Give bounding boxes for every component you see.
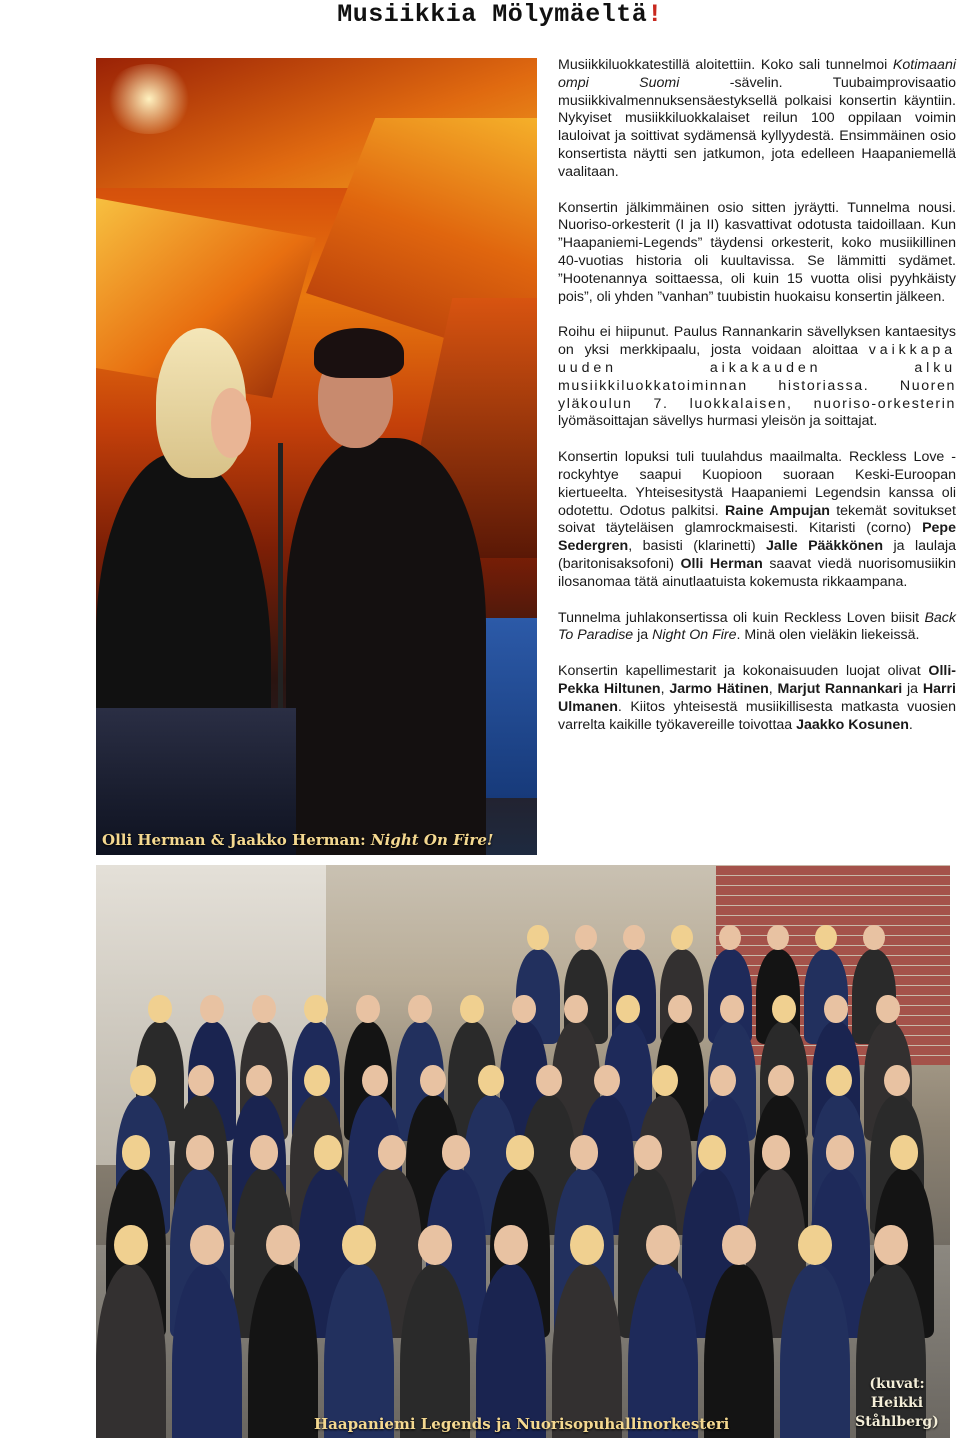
concert-photo-caption xyxy=(102,831,493,849)
group-member-head xyxy=(304,995,327,1023)
text-run-spaced: musiikkiluokkatoiminnan historiassa. Nuoren yläkoulun 7. luokkalaisen, nuoriso-orkesterin xyxy=(558,377,956,412)
text-run: Musiikkiluokkatestillä aloitettiin. Koko sali tunnelmoi xyxy=(558,57,893,73)
group-member-head xyxy=(798,1225,832,1265)
text-run: . Minä olen vieläkin liekeissä. xyxy=(736,627,920,644)
paragraph xyxy=(558,324,956,431)
group-member-head xyxy=(252,995,275,1023)
group-member-head xyxy=(826,1135,855,1170)
person-name: Jarmo Hätinen xyxy=(669,680,769,697)
group-member-head xyxy=(250,1135,279,1170)
group-member-head xyxy=(148,995,171,1023)
singer-right xyxy=(286,438,486,855)
paragraph xyxy=(558,663,956,734)
person-name: Raine Ampujan xyxy=(724,502,830,519)
text-run: ja xyxy=(633,627,653,644)
group-member-head xyxy=(884,1065,910,1096)
text-run: ja xyxy=(902,680,923,697)
singer-right-hair xyxy=(314,328,404,378)
group-member-head xyxy=(266,1225,300,1265)
text-run-spaced: vaikkapa uuden aikakauden alku xyxy=(558,342,956,376)
group-member-head xyxy=(506,1135,535,1170)
group-member-head xyxy=(378,1135,407,1170)
group-member-head xyxy=(719,925,740,950)
group-member-head xyxy=(304,1065,330,1096)
group-member-head xyxy=(362,1065,388,1096)
caption-song: Night On Fire! xyxy=(370,831,494,849)
singer-left-face xyxy=(211,388,251,458)
group-member-head xyxy=(342,1225,376,1265)
paragraph xyxy=(558,57,956,182)
group-member-head xyxy=(772,995,795,1023)
person-name: Pepe Sedergren xyxy=(558,520,956,555)
group-member-head xyxy=(890,1135,919,1170)
group-member-head xyxy=(114,1225,148,1265)
text-run: Konsertin lopuksi tuli tuulahdus maailmalta. Reckless Love -rockyhtye saapui Kuopioon suoraan Keski-Euroopan kiertueelta. Yhteisesitystä Haapaniemi Legendsin kanssa oli odotettu. Odotus palkitsi. xyxy=(558,449,956,519)
group-member-head xyxy=(460,995,483,1023)
group-member-head xyxy=(190,1225,224,1265)
text-run: , basisti (klarinetti) xyxy=(628,538,767,555)
text-run: Konsertin kapellimestarit ja kokonaisuuden luojat olivat xyxy=(558,663,929,680)
group-member-head xyxy=(200,995,223,1023)
group-member-head xyxy=(478,1065,504,1096)
group-member-head xyxy=(408,995,431,1023)
song-title: Kotimaani ompi Suomi xyxy=(558,57,956,91)
group-member-head xyxy=(652,1065,678,1096)
group-member-head xyxy=(442,1135,471,1170)
group-member-head xyxy=(130,1065,156,1096)
text-run: ja laulaja (baritonisaksofoni) xyxy=(558,538,957,572)
person-name: Jaakko Kosunen xyxy=(796,716,909,733)
group-member-head xyxy=(768,1065,794,1096)
page-title-text: Musiikkia Mölymäeltä xyxy=(337,0,648,29)
group-member-head xyxy=(815,925,836,950)
text-run: -sävelin. Tuubaimprovisaatio musiikkivalmennuksensäestyksellä polkaisi konsertin käyntiin. Nykyiset musiikkiluokkalaiset reilun 100 oppilaan voimin lauloivat ja soittivat sydämensä kyllyydestä. Ensimmäinen osio konsertista näytti sen jatkumon, jota edelleen Haapaniemellä vaalitaan. xyxy=(558,74,956,180)
group-member-head xyxy=(874,1225,908,1265)
group-member-head xyxy=(420,1065,446,1096)
group-member-head xyxy=(824,995,847,1023)
text-run: saavat viedä nuorisomusiikin ilosanomaa tätä ainutlaatuista kokemusta rikkaampana. xyxy=(558,555,956,590)
group-member-head xyxy=(668,995,691,1023)
group-member-head xyxy=(188,1065,214,1096)
group-member-head xyxy=(418,1225,452,1265)
concert-photo xyxy=(96,58,537,855)
group-member-head xyxy=(762,1135,791,1170)
song-title: Night On Fire xyxy=(652,627,737,644)
group-photo-caption: Haapaniemi Legends ja Nuorisopuhallinorkesteri xyxy=(314,1415,730,1433)
group-member-head xyxy=(623,925,644,950)
photo-credit-line: Ståhlberg) xyxy=(855,1414,939,1430)
group-member-head xyxy=(564,995,587,1023)
text-run: . xyxy=(908,716,913,733)
person-name: Harri Ulmanen xyxy=(558,680,956,715)
text-run: Roihu ei hiipunut. Paulus Rannankarin sävellyksen kantaesitys on yksi merkkipaalu, josta voidaan aloittaa xyxy=(558,324,956,359)
group-member-head xyxy=(720,995,743,1023)
group-member-head xyxy=(698,1135,727,1170)
text-run: tekemät sovitukset soivat täyteläisen glamrockmaisesti. Kitaristi (corno) xyxy=(558,502,956,537)
paragraph xyxy=(558,610,956,646)
stage-light xyxy=(104,64,194,134)
group-member-head xyxy=(570,1225,604,1265)
group-member-head xyxy=(122,1135,151,1170)
paragraph: Konsertin jälkimmäinen osio sitten jyräytti. Tunnelma nousi. Nuoriso-orkesterit (I ja II) kasvattivat odotusta taidoillaan. Kun ”Haapaniemi-Legends” täydensi orkesterit, koko musiikillinen 40-vuotias historia oli kuultavissa. Se lämmitti sydämet. ”Hootenannya soittaessa, oli kuin 15 vuotta olisi pyyhkäisty pois”, oli yhden ”vanhan” tuubistin huokaisu konsertin jälkeen. xyxy=(558,199,956,305)
group-member-head xyxy=(314,1135,343,1170)
group-member-head xyxy=(671,925,692,950)
photo-credit-line: Heikki xyxy=(870,1395,924,1411)
group-member-head xyxy=(186,1135,215,1170)
photo-credit-line: (kuvat: xyxy=(869,1376,925,1392)
song-title: Back To Paradise xyxy=(558,609,956,644)
caption-names: Olli Herman & Jaakko Herman: xyxy=(102,831,371,849)
group-member-head xyxy=(863,925,884,950)
group-member-head xyxy=(767,925,788,950)
group-member-head xyxy=(616,995,639,1023)
group-member-head xyxy=(634,1135,663,1170)
article-body xyxy=(558,57,956,752)
person-name: Jalle Pääkkönen xyxy=(766,538,883,555)
group-member-head xyxy=(575,925,596,950)
group-member-head xyxy=(246,1065,272,1096)
person-name: Olli Herman xyxy=(680,555,763,572)
group-member-head xyxy=(646,1225,680,1265)
text-run: , xyxy=(768,680,778,697)
group-member-head xyxy=(594,1065,620,1096)
paragraph xyxy=(558,449,956,591)
group-member-head xyxy=(494,1225,528,1265)
page-title-exclamation: ! xyxy=(647,0,663,29)
group-photo xyxy=(96,865,950,1438)
group-member-head xyxy=(356,995,379,1023)
group-member-head xyxy=(876,995,899,1023)
text-run: . Kiitos yhteisestä musiikillisesta matkasta vuosien varrelta kaikille työkavereille toivottaa xyxy=(558,698,956,733)
group-member-head xyxy=(722,1225,756,1265)
photo-credit xyxy=(850,1375,944,1432)
group-member-head xyxy=(536,1065,562,1096)
group-member-head xyxy=(512,995,535,1023)
text-run: lyömäsoittajan sävellys hurmasi yleisön ja soittajat. xyxy=(558,413,878,430)
group-member-head xyxy=(710,1065,736,1096)
group-member-head xyxy=(570,1135,599,1170)
text-run: , xyxy=(660,680,670,697)
page-title xyxy=(0,0,960,30)
group-member-head xyxy=(527,925,548,950)
person-name: Marjut Rannankari xyxy=(777,680,903,697)
group-member-head xyxy=(826,1065,852,1096)
text-run: Tunnelma juhlakonsertissa oli kuin Reckless Loven biisit xyxy=(558,609,925,626)
person-name: Olli-Pekka Hiltunen xyxy=(558,663,956,697)
